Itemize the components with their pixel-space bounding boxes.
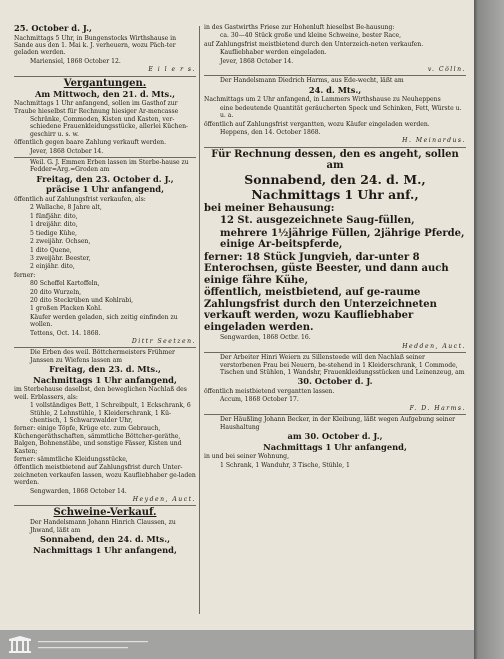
- right-text-block: Nachmittags um 2 Uhr anfangend, in Lammers Wirthshause zu Neuheppens: [204, 96, 441, 104]
- right-text-block: in des Gastwirths Friese zur Hohenluft hieselbst Be-hausung:: [204, 24, 395, 31]
- right-text-block: Heppens, den 14. October 1868.: [220, 129, 321, 137]
- book-page-edge: [474, 0, 504, 659]
- library-wordmark-icon: [38, 637, 158, 653]
- left-text-block: Dittr Seetzen.: [131, 337, 196, 345]
- right-text-block: Der Handelsmann Diedrich Harms, aus Ede-wecht, läßt am: [220, 77, 404, 85]
- separator-rule: [204, 147, 466, 148]
- right-column: [204, 24, 466, 618]
- right-text-block: F. D. Harms.: [409, 404, 466, 412]
- left-text-block: Heyden, Auct.: [132, 496, 196, 504]
- left-text-block: Freitag, den 23. d. Mts.,: [49, 364, 161, 375]
- right-text-block: öffentlich auf Zahlungsfrist vergantten, wozu Käufer eingeladen werden.: [204, 120, 430, 128]
- left-text-block: Sonnabend, den 24. d. Mts.,: [39, 534, 171, 545]
- right-text-block: 12 St. ausgezeichnete Saug-füllen,: [220, 215, 415, 227]
- left-text-block: ferner: sämmtliche Kleidungsstücke,: [14, 456, 128, 464]
- separator-rule: [204, 352, 466, 353]
- left-text-block: Käufer werden geladen, sich zeitig einfinden zu wollen.: [30, 313, 178, 329]
- right-text-block: Für Rechnung dessen, den es angeht, sollen am: [211, 148, 459, 172]
- left-text-block: 1 dito Quene,: [30, 246, 72, 254]
- left-text-block: Tettens, Oct. 14. 1868.: [30, 329, 101, 337]
- separator-rule: [204, 414, 466, 415]
- right-text-block: Hedden, Auct.: [402, 342, 466, 350]
- left-text-block: Mariensiel, 1868 October 12.: [30, 57, 121, 65]
- right-text-block: bei meiner Behausung:: [204, 202, 335, 214]
- right-text-block: v. Cölln.: [427, 66, 466, 74]
- left-text-block: ferner: einige Töpfe, Krüge etc. zum Gebrauch, Küchengeräthschaften, sämmtliche Böttcher-geräthe, Balgen, Bohnenstäbe, und sonstige Fässer, Kisten und Kasten;: [14, 425, 182, 455]
- left-text-block: 1 dreijähr. dito,: [30, 221, 78, 229]
- left-text-block: 80 Scheffel Kartoffeln,: [30, 280, 100, 288]
- separator-rule: [204, 75, 466, 76]
- right-text-block: 24. d. Mts.,: [308, 84, 362, 95]
- left-text-block: E i l e r s.: [148, 66, 196, 74]
- left-text-block: 2 Wallache, 8 Jahre alt,: [30, 204, 102, 212]
- left-text-block: 2 einjähr. dito,: [30, 263, 75, 271]
- right-text-block: ferner: 18 Stück Jungvieh, dar-unter 8 Enterochsen, güste Beester, und dann auch einige fähre Kühe,: [204, 251, 449, 286]
- left-text-block: Nachmittags 5 Uhr, in Bungenstocks Wirthshause in Sande aus den 1. Mai k. J. verheuern, wozu Päch-ter geladen werden.: [14, 34, 177, 57]
- left-text-block: Nachmittags 1 Uhr anfangend,: [33, 374, 177, 385]
- left-text-block: 2 zweijähr. Ochsen,: [30, 238, 91, 246]
- left-text-block: 1 vollständiges Bett, 1 Schreibpult, 1 Eckschrank, 6 Stühle, 2 Lehnstühle, 1 Kleiderschrank, 1 Kü-chentisch, 1 Schwarzwalder Uhr,: [30, 402, 191, 424]
- right-text-block: öffentlich, meistbietend, auf ge-raume Zahlungsfrist durch den Unterzeichneten verkauft werden, wozu Kaufliebhaber eingeladen werden.: [204, 287, 437, 333]
- left-text-block: Freitag, den 23. October d. J.,: [36, 173, 174, 184]
- left-text-block: Schweine-Verkauf.: [53, 507, 157, 519]
- right-text-block: Nachmittags 1 Uhr anfangend,: [263, 441, 407, 452]
- right-text-block: Der Häußling Johann Becker, in der Kleibung, läßt wegen Aufgebung seiner Haushaltung: [220, 416, 456, 431]
- right-text-block: in und bei seiner Wohnung,: [204, 453, 290, 461]
- left-text-block: Nachmittags 1 Uhr anfangend, sollen im Gasthof zur Traube hieselbst für Rechnung hiesiger Ar-mencasse: [14, 100, 179, 115]
- left-column: [14, 24, 196, 618]
- left-text-block: 25. October d. J.,: [14, 24, 92, 33]
- separator-rule: [14, 347, 196, 348]
- left-text-block: öffentlich auf Zahlungsfrist verkaufen, als:: [14, 196, 146, 204]
- left-text-block: 1 großen Placken Kohl.: [30, 305, 102, 313]
- right-text-block: am 30. October d. J.,: [287, 431, 383, 442]
- left-text-block: Der Handelsmann Johann Hinrich Claussen, zu Jhwand, läßt am: [30, 519, 176, 534]
- right-text-block: eine bedeutende Quantität geräucherten Speck und Schinken, Fett, Würste u. u. a.: [220, 104, 462, 120]
- left-text-block: öffentlich meistbietend auf Zahlungsfrist durch Unter-zeichneten verkaufen lassen, wozu Kaufliebhaber ge-laden werden.: [14, 464, 196, 487]
- right-text-block: Sengwarden, 1868 Octbr. 16.: [220, 334, 311, 342]
- left-text-block: 5 tiedige Kühe,: [30, 229, 77, 237]
- right-text-block: auf Zahlungsfrist meistbietend durch den Unterzeich-neten verkaufen.: [204, 40, 424, 48]
- left-text-block: Am Mittwoch, den 21. d. Mts.,: [34, 88, 175, 99]
- right-text-block: mehrere 1½jährige Füllen, 2jährige Pferde, einige Ar-beitspferde,: [220, 227, 465, 251]
- separator-rule: [14, 157, 196, 158]
- left-text-block: öffentlich gegen baare Zahlung verkauft werden.: [14, 139, 167, 147]
- column-divider: [199, 26, 200, 614]
- right-text-block: Jever, 1868 October 14.: [220, 57, 294, 65]
- left-text-block: präcise 1 Uhr anfangend,: [46, 184, 164, 195]
- right-text-block: ca. 30—40 Stück große und kleine Schweine, bester Race,: [220, 32, 402, 40]
- left-text-block: im Sterbehause daselbst, den beweglichen Nachlaß des weil. Erblassers, als:: [14, 386, 187, 401]
- left-text-block: Die Erben des weil. Böttchermeisters Frühmer Janssen zu Wiefens lassen am: [30, 349, 175, 364]
- right-text-block: öffentlich meistbietend vergantten lassen.: [204, 388, 335, 395]
- left-text-block: Vergantungen.: [63, 77, 147, 89]
- left-text-block: Weil. G. J. Emmen Erben lassen im Sterbe-hause zu Fedder=Arg.=Groden am: [30, 159, 189, 174]
- left-text-block: Schränke, Commoden, Kisten und Kasten, ver-schiedene Frauenkleidungsstücke, allerlei Küchen-geschirr u. s. w.: [30, 116, 189, 138]
- right-text-block: 1 Schrank, 1 Wanduhr, 3 Tische, Stühle, 1: [220, 461, 350, 469]
- separator-rule: [14, 505, 196, 506]
- right-text-block: Nachmittags 1 Uhr anf.,: [251, 186, 419, 202]
- left-text-block: Sengwarden, 1868 October 14.: [30, 487, 127, 495]
- right-text-block: H. Meinardus.: [402, 137, 466, 145]
- right-text-block: Der Arbeiter Hinri Weiern zu Sillensteede will den Nachlaß seiner verstorbenen Frau bei Neuern, be-stehend in 1 Kleiderschrank, 1 Commode, Tischen und Stühlen, 1 Wandshr, Frauenkleidungsstücken und Leinenzeug, am: [220, 354, 465, 376]
- left-text-block: Jever, 1868 October 14.: [30, 147, 104, 155]
- right-text-block: Sonnabend, den 24. d. M.,: [244, 171, 426, 187]
- right-text-block: 30. October d. J.: [297, 376, 373, 387]
- right-text-block: Kaufliebhaber werden eingeladen.: [220, 49, 327, 57]
- left-text-block: 3 zweijähr. Beester,: [30, 254, 91, 262]
- left-text-block: ferner:: [14, 271, 36, 279]
- left-text-block: 20 dito Steckrüben und Kohlrabi,: [30, 296, 134, 304]
- left-text-block: 1 fünfjähr. dito,: [30, 212, 78, 220]
- separator-rule: [14, 76, 196, 77]
- left-text-block: Nachmittags 1 Uhr anfangend,: [33, 544, 177, 555]
- right-text-block: Accum, 1868 October 17.: [220, 396, 299, 404]
- left-text-block: 20 dito Wurzeln,: [30, 288, 82, 296]
- library-logo-icon: [8, 636, 32, 654]
